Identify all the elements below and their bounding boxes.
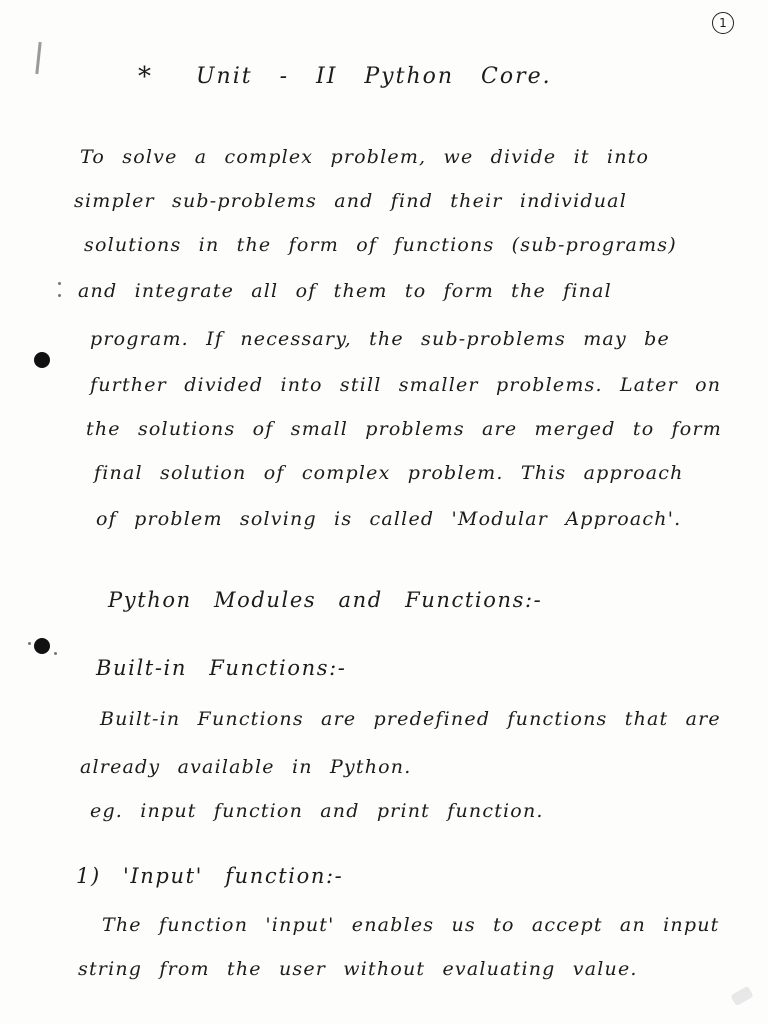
paragraph-line: solutions in the form of functions (sub-programs) bbox=[84, 234, 677, 256]
title-star-icon: * bbox=[138, 62, 151, 92]
input-function-heading: 1) 'Input' function:- bbox=[76, 864, 344, 888]
paragraph-line: already available in Python. bbox=[80, 756, 412, 778]
paragraph-line: The function 'input' enables us to accept an input bbox=[102, 914, 720, 936]
paragraph-line: simpler sub-problems and find their individual bbox=[74, 190, 627, 212]
section-heading: Python Modules and Functions:- bbox=[108, 588, 543, 612]
margin-speck bbox=[58, 282, 61, 285]
punch-hole-dot-lower bbox=[34, 638, 50, 654]
paragraph-line: and integrate all of them to form the final bbox=[78, 280, 612, 302]
paragraph-line: string from the user without evaluating value. bbox=[78, 958, 638, 980]
punch-hole-dot-upper bbox=[34, 352, 50, 368]
paragraph-line: eg. input function and print function. bbox=[90, 800, 544, 822]
page-title: Unit - II Python Core. bbox=[196, 64, 552, 89]
paragraph-line: Built-in Functions are predefined functions that are bbox=[100, 708, 721, 730]
margin-speck bbox=[54, 652, 57, 655]
paragraph-line: To solve a complex problem, we divide it into bbox=[80, 146, 650, 168]
margin-pencil-mark bbox=[35, 42, 41, 74]
builtin-functions-heading: Built-in Functions:- bbox=[96, 656, 347, 680]
margin-speck bbox=[58, 294, 61, 297]
page-number: 1 bbox=[712, 12, 734, 34]
paragraph-line: further divided into still smaller problems. Later on bbox=[90, 374, 722, 396]
paragraph-line: the solutions of small problems are merged to form bbox=[86, 418, 722, 440]
paragraph-line: final solution of complex problem. This approach bbox=[94, 462, 684, 484]
paragraph-line: of problem solving is called 'Modular Approach'. bbox=[96, 508, 682, 530]
margin-speck bbox=[28, 642, 31, 645]
paragraph-line: program. If necessary, the sub-problems may be bbox=[90, 328, 670, 350]
corner-smudge bbox=[730, 986, 753, 1006]
